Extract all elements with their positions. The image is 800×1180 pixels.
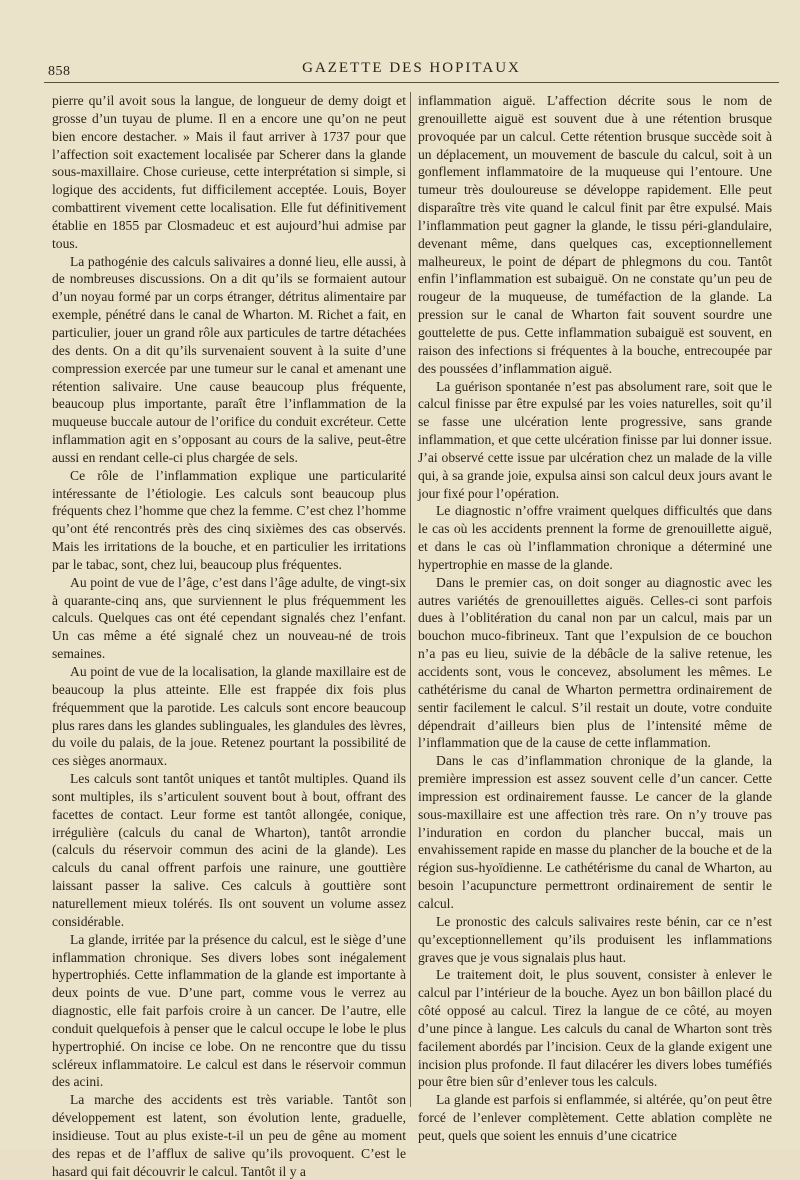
paragraph: La guérison spontanée n’est pas absolument rare, soit que le calcul finisse par être expulsé par les voies naturelles, soit qu’il se fasse une ulcération lente progressive, sans grande inflammation, et que cette ulcération finisse par lui donner issue. J’ai observé cette issue par ulcération chez un malade de la ville qui, à sa grande joie, expulsa ainsi son calcul deux jours avant le jour fixé pour l’opération. <box>418 378 772 501</box>
journal-title: GAZETTE DES HOPITAUX <box>302 60 521 76</box>
paragraph: Au point de vue de l’âge, c’est dans l’âge adulte, de vingt-six à quarante-cinq ans, que surviennent le plus fréquemment les calculs. Quelques cas ont été cependant signalés chez l’enfant. Un cas même a été signalé chez un nouveau-né de trois semaines. <box>52 574 406 662</box>
paragraph: Dans le cas d’inflammation chronique de la glande, la première impression est assez souvent celle d’un cancer. Cette impression est ordinairement fausse. Le cancer de la glande sous-maxillaire est une affection très rare. On n’y trouve pas l’induration en cordon du plancher buccal, mais un envahissement rapide en masse du plancher de la bouche et de la région sus-hyoïdienne. Le cathétérisme du canal de Wharton, au besoin l’acupuncture permettront ordinairement de sentir le calcul. <box>418 753 772 911</box>
paragraph: Ce rôle de l’inflammation explique une particularité intéressante de l’étiologie. Les calculs sont beaucoup plus fréquents chez l’homme que chez la femme. C’est chez l’homme qu’ont été rencontrés près des cinq sixièmes des cas observés. Mais les irritations de la bouche, et en particulier les irritations par le tabac, sont, chez lui, beaucoup plus fréquentes. <box>52 467 406 572</box>
paragraph: La glande, irritée par la présence du calcul, est le siège d’une inflammation chronique. Ses divers lobes sont inégalement hypertrophiés. Cette inflammation de la glande est importante à deux points de vue. D’une part, comme vous le verrez au diagnostic, elle fait parfois croire à un cancer. De l’autre, elle conduit quelquefois à penser que le calcul occupe le lobe le plus hypertrophié. On incise ce lobe. On ne rencontre que du tissu scléreux inflammatoire. Le calcul est dans le réservoir commun des acini. <box>52 931 406 1090</box>
paragraph: La glande est parfois si enflammée, si altérée, qu’on peut être forcé de l’enlever complètement. Cette ablation complète ne peut, quels que soient les ennuis d’une cicatrice <box>418 1092 772 1143</box>
paragraph: Le diagnostic n’offre vraiment quelques difficultés que dans le cas où les accidents prennent la forme de grenouillette aiguë, et dans le cas où l’inflammation chronique a déterminé une hypertrophie en masse de la glande. <box>418 503 772 572</box>
paragraph: La pathogénie des calculs salivaires a donné lieu, elle aussi, à de nombreuses discussions. On a dit qu’ils se formaient autour d’un noyau formé par un corps étranger, détritus alimentaire par exemple, pénétré dans le canal de Wharton. M. Richet a fait, en particulier, jouer un grand rôle aux particules de tartre détachées des dents. On a dit qu’ils survenaient souvent à la suite d’une compression exercée par une tumeur sur le canal et amenant une rétention salivaire. Une cause beaucoup plus fréquente, beaucoup plus importante, paraît être l’inflammation de la muqueuse buccale autour de l’orifice du conduit excréteur. Cette inflammation agit en s’opposant au cours de la salive, peut-être aussi en rendant celle-ci plus chargée de sels. <box>52 253 406 465</box>
paragraph: La marche des accidents est très variable. Tantôt son développement est latent, son évolution lente, graduelle, insidieuse. Tout au plus existe-t-il un peu de gêne au moment des repas et de l’afflux de salive qu’ils provoquent. C’est le hasard qui fait découvrir le calcul. Tantôt il y a <box>52 1092 406 1179</box>
paragraph: Le traitement doit, le plus souvent, consister à enlever le calcul par l’intérieur de la bouche. Ayez un bon bâillon placé du côté opposé au calcul. Tirez la langue de ce côté, au moyen d’une pince à langue. Les calculs du canal de Wharton sont très facilement abordés par l’incision. Ceux de la glande exigent une incision plus profonde. Il faut dilacérer les divers lobes tuméfiés pour être bien sûr d’enlever tous les calculs. <box>418 967 772 1090</box>
column-divider <box>410 92 411 1107</box>
paragraph: Au point de vue de la localisation, la glande maxillaire est de beaucoup la plus atteinte. Elle est frappée dix fois plus fréquemment que la parotide. Les calculs sont encore beaucoup plus rares dans les glandes sublinguales, les glandules des lèvres, du voile du palais, de la joue. Retenez pourtant la possibilité de ces sièges anormaux. <box>52 664 406 769</box>
right-column <box>418 92 772 1145</box>
paragraph: Le pronostic des calculs salivaires reste bénin, car ce n’est qu’exceptionnellement qu’ils produisent les inflammations graves que je vous signalais plus haut. <box>418 913 772 965</box>
page-header <box>44 58 779 84</box>
header-rule <box>44 82 779 83</box>
paragraph: Les calculs sont tantôt uniques et tantôt multiples. Quand ils sont multiples, ils s’articulent souvent bout à bout, offrant des facettes de contact. Leur forme est tantôt allongée, conique, irrégulière (calculs du canal de Wharton), tantôt arrondie (calculs du réservoir commun des acini de la glande). Les calculs du canal offrent parfois une rainure, une gouttière laissant passer la salive. Ces calculs à gouttière sont naturellement mieux tolérés. Ils ont souvent un volume assez considérable. <box>52 771 406 929</box>
paragraph: inflammation aiguë. L’affection décrite sous le nom de grenouillette aiguë est souvent due à une rétention brusque provoquée par un calcul. Cette rétention brusque succède soit à un déplacement, un mouvement de bascule du calcul, soit à un gonflement inflammatoire de la muqueuse qui l’entoure. Une tumeur très douloureuse se développe rapidement. Elle peut disparaître très vite quand le calcul finit par être expulsé. Mais l’inflammation peut gagner la glande, le tissu péri-glandulaire, devenant même, dans quelques cas, exceptionnellement malheureux, le point de départ de phlegmons du cou. Tantôt enfin l’inflammation est subaiguë. On ne constate qu’un peu de rougeur de la muqueuse, de tuméfaction de la glande. La pression sur le canal de Wharton fait souvent sourdre une gouttelette de pus. Cette inflammation subaiguë est souvent, en raison des infections si fréquentes à la bouche, entrecoupée par des poussées d’inflammation aiguë. <box>418 93 772 376</box>
paragraph: pierre qu’il avoit sous la langue, de longueur de demy doigt et grosse d’un tuyau de plume. Il en a encore une qu’on ne peut bien encore destacher. » Mais il faut arriver à 1737 pour que l’affection soit exactement localisée par Scherer dans la glande sous-maxillaire. Chose curieuse, cette interprétation si simple, si logique des accidents, fut difficilement acceptée. Louis, Boyer combattirent vivement cette localisation. Elle fut définitivement établie en 1855 par Closmadeuc et est aujourd’hui admise par tous. <box>52 93 406 251</box>
paragraph: Dans le premier cas, on doit songer au diagnostic avec les autres variétés de grenouillettes aiguës. Celles-ci sont parfois dues à l’oblitération du canal non par un calcul, mais par un bouchon muco-fibrineux. Tant que l’expulsion de ce bouchon n’a pas eu lieu, suivie de la débâcle de la salive retenue, les accidents sont, vous le concevez, absolument les mêmes. Le cathétérisme du canal de Wharton permettra ordinairement de sentir facilement le calcul. S’il restait un doute, votre conduite dépendrait d’ailleurs bien plus de l’intensité même de l’inflammation que de la cause de cette inflammation. <box>418 574 772 751</box>
left-column <box>52 92 406 1180</box>
page-number: 858 <box>48 64 71 79</box>
